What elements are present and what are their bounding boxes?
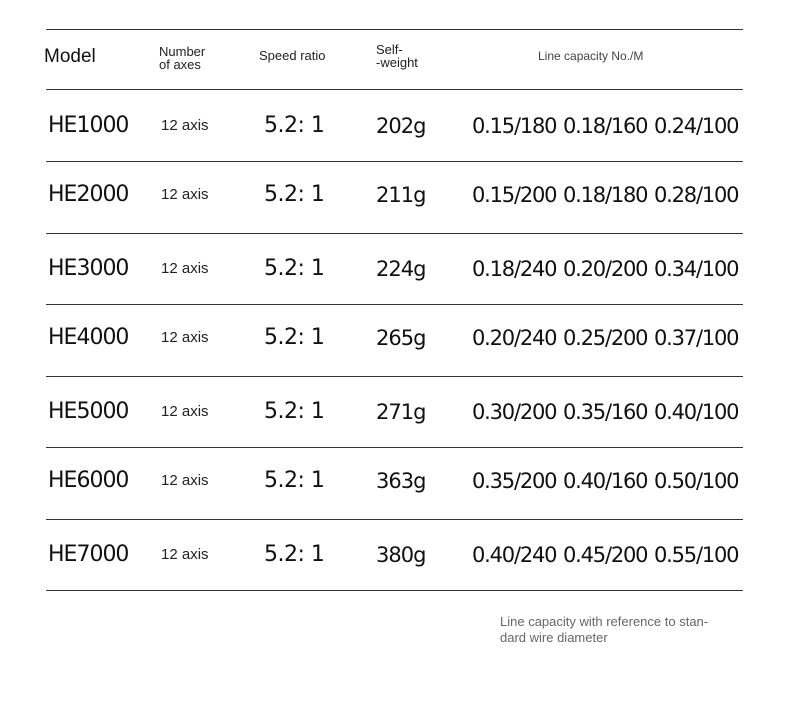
line-capacity-cell: 0.18/240: [472, 257, 557, 281]
line-capacity-cell: 0.28/100: [654, 183, 739, 207]
row-divider: [46, 161, 743, 162]
axes-cell: 12 axis: [161, 546, 209, 563]
header-axes-line1: Number: [159, 44, 206, 59]
model-cell: HE2000: [48, 182, 129, 207]
footnote-line2: dard wire diameter: [500, 630, 608, 645]
header-model: Model: [44, 46, 96, 67]
model-cell: HE3000: [48, 256, 129, 281]
line-capacity-cell: 0.20/200: [563, 257, 648, 281]
axes-cell: 12 axis: [161, 403, 209, 420]
header-axes-line2: of axes: [159, 57, 201, 72]
table-row: [0, 175, 790, 215]
footnote-line1: Line capacity with reference to stan-: [500, 614, 709, 629]
axes-cell: 12 axis: [161, 260, 209, 277]
header-self-weight: [376, 43, 418, 69]
line-capacity-cell: 0.18/180: [563, 183, 648, 207]
line-capacity-cell: 0.34/100: [654, 257, 739, 281]
line-capacity-cell: 0.50/100: [654, 469, 739, 493]
header-weight-line1: Self-: [376, 42, 403, 57]
line-capacity-cell: 0.30/200: [472, 400, 557, 424]
weight-cell: 271g: [376, 400, 426, 424]
line-capacity-cell: 0.18/160: [563, 114, 648, 138]
weight-cell: 265g: [376, 326, 426, 350]
model-cell: HE1000: [48, 113, 129, 138]
header-weight-line2: -weight: [376, 55, 418, 70]
model-cell: HE6000: [48, 468, 129, 493]
header-line-capacity: Line capacity No./M: [538, 49, 644, 63]
top-rule: [46, 29, 743, 30]
bottom-rule: [46, 590, 743, 591]
header-number-of-axes: [159, 45, 205, 71]
line-capacity-cell: 0.40/240: [472, 543, 557, 567]
model-cell: HE5000: [48, 399, 129, 424]
table-row: [0, 392, 790, 432]
table-row: [0, 318, 790, 358]
line-capacity-cell: 0.35/160: [563, 400, 648, 424]
table-row: [0, 535, 790, 575]
row-divider: [46, 376, 743, 377]
line-capacity-cell: 0.55/100: [654, 543, 739, 567]
table-row: [0, 249, 790, 289]
speed-ratio-cell: 5.2: 1: [264, 325, 325, 350]
row-divider: [46, 304, 743, 305]
speed-ratio-cell: 5.2: 1: [264, 182, 325, 207]
axes-cell: 12 axis: [161, 329, 209, 346]
footnote: [500, 614, 740, 646]
line-capacity-cell: 0.20/240: [472, 326, 557, 350]
line-capacity-cell: 0.40/160: [563, 469, 648, 493]
table-row: [0, 461, 790, 501]
table-row: [0, 106, 790, 146]
weight-cell: 211g: [376, 183, 426, 207]
weight-cell: 363g: [376, 469, 426, 493]
weight-cell: 380g: [376, 543, 426, 567]
row-divider: [46, 519, 743, 520]
model-cell: HE4000: [48, 325, 129, 350]
axes-cell: 12 axis: [161, 472, 209, 489]
speed-ratio-cell: 5.2: 1: [264, 542, 325, 567]
line-capacity-cell: 0.24/100: [654, 114, 739, 138]
speed-ratio-cell: 5.2: 1: [264, 113, 325, 138]
axes-cell: 12 axis: [161, 117, 209, 134]
row-divider: [46, 447, 743, 448]
row-divider: [46, 233, 743, 234]
speed-ratio-cell: 5.2: 1: [264, 399, 325, 424]
weight-cell: 224g: [376, 257, 426, 281]
header-rule: [46, 89, 743, 90]
axes-cell: 12 axis: [161, 186, 209, 203]
line-capacity-cell: 0.25/200: [563, 326, 648, 350]
line-capacity-cell: 0.45/200: [563, 543, 648, 567]
line-capacity-cell: 0.15/200: [472, 183, 557, 207]
speed-ratio-cell: 5.2: 1: [264, 468, 325, 493]
model-cell: HE7000: [48, 542, 129, 567]
header-speed-ratio: Speed ratio: [259, 48, 326, 63]
speed-ratio-cell: 5.2: 1: [264, 256, 325, 281]
line-capacity-cell: 0.40/100: [654, 400, 739, 424]
line-capacity-cell: 0.37/100: [654, 326, 739, 350]
weight-cell: 202g: [376, 114, 426, 138]
line-capacity-cell: 0.35/200: [472, 469, 557, 493]
line-capacity-cell: 0.15/180: [472, 114, 557, 138]
